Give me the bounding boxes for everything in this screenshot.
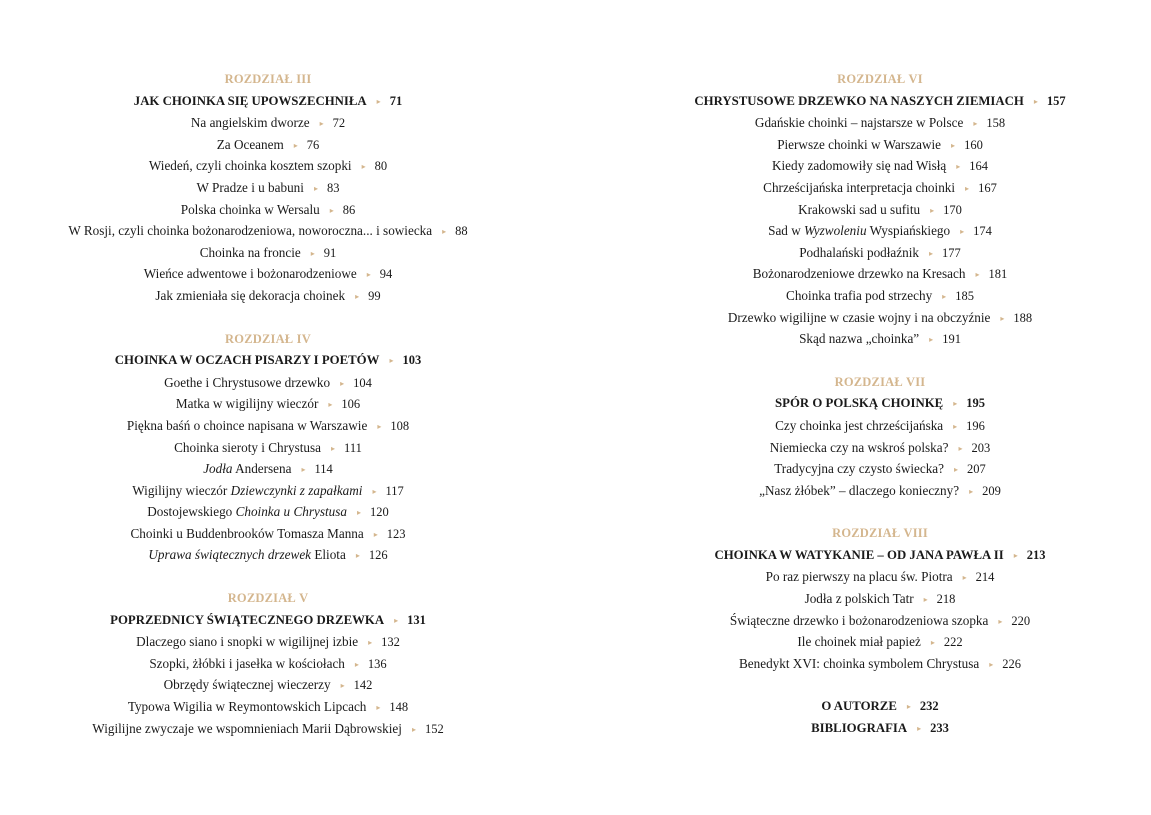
bullet-arrow-icon: ▸ xyxy=(377,421,382,431)
chapter-label: ROZDZIAŁ VII xyxy=(834,374,926,389)
page-number: 131 xyxy=(407,612,426,627)
entry-text: W Rosji, czyli choinka bożonarodzeniowa, noworoczna... i sowiecka xyxy=(68,223,433,239)
bullet-arrow-icon: ▸ xyxy=(310,248,315,258)
page-number: 80 xyxy=(374,159,388,174)
entry-text: Wieńce adwentowe i bożonarodzeniowe xyxy=(143,266,357,282)
bullet-arrow-icon: ▸ xyxy=(929,248,934,258)
page-number: 213 xyxy=(1026,547,1046,562)
entry-text: Pierwsze choinki w Warszawie xyxy=(777,136,942,152)
chapter-title-entry[interactable] xyxy=(660,91,1100,113)
toc-entry[interactable] xyxy=(660,155,1100,177)
page-number: 195 xyxy=(966,396,985,411)
entry-text: Sad w xyxy=(768,223,805,239)
entry-text: Piękna baśń o choince napisana w Warszawie xyxy=(126,417,368,433)
bullet-arrow-icon: ▸ xyxy=(942,291,947,301)
bullet-arrow-icon: ▸ xyxy=(969,486,974,496)
page-number: 83 xyxy=(326,180,340,195)
entry-text: Bożonarodzeniowe drzewko na Kresach xyxy=(752,266,966,282)
toc-entry[interactable] xyxy=(660,415,1100,437)
entry-text: Szopki, żłóbki i jasełka w kościołach xyxy=(149,655,345,671)
toc-entry[interactable] xyxy=(48,220,488,242)
bullet-arrow-icon: ▸ xyxy=(355,291,360,301)
page-number: 174 xyxy=(973,224,992,239)
chapter-block xyxy=(660,523,1100,674)
page-number: 126 xyxy=(368,548,388,563)
entry-text: Wigilijne zwyczaje we wspomnieniach Marii Dąbrowskiej xyxy=(92,720,402,736)
chapter-title: CHOINKA W OCZACH PISARZY I POETÓW xyxy=(114,353,380,368)
page-number: 220 xyxy=(1011,613,1031,628)
page-number: 120 xyxy=(369,505,389,520)
toc-entry[interactable] xyxy=(48,112,488,134)
entry-text: Drzewko wigilijne w czasie wojny i na obczyźnie xyxy=(727,309,991,325)
bullet-arrow-icon: ▸ xyxy=(376,703,381,713)
bullet-arrow-icon: ▸ xyxy=(1000,313,1005,323)
entry-text: Choinki u Buddenbrooków Tomasza Manna xyxy=(130,525,364,541)
entry-text: Matka w wigilijny wieczór xyxy=(175,396,319,412)
page-number: 132 xyxy=(381,635,400,650)
toc-entry[interactable] xyxy=(48,393,488,415)
chapter-label: ROZDZIAŁ VI xyxy=(837,72,923,86)
page-number: 207 xyxy=(967,462,986,477)
page-number: 72 xyxy=(332,116,346,131)
bullet-arrow-icon: ▸ xyxy=(293,140,298,150)
bullet-arrow-icon: ▸ xyxy=(442,227,447,237)
page-number: 157 xyxy=(1046,93,1066,108)
bullet-arrow-icon: ▸ xyxy=(962,573,967,583)
entry-text: Andersena xyxy=(232,461,292,477)
toc-entry[interactable] xyxy=(48,631,488,653)
bullet-arrow-icon: ▸ xyxy=(930,205,935,215)
bullet-arrow-icon: ▸ xyxy=(372,486,377,496)
toc-entry[interactable] xyxy=(660,177,1100,199)
page-number: 99 xyxy=(368,288,381,303)
page-number: 188 xyxy=(1013,310,1033,325)
toc-entry[interactable] xyxy=(48,458,488,480)
entry-text: Na angielskim dworze xyxy=(190,115,310,131)
bullet-arrow-icon: ▸ xyxy=(328,400,333,410)
bullet-arrow-icon: ▸ xyxy=(301,465,306,475)
chapter-block xyxy=(48,329,488,567)
page-number: 117 xyxy=(385,483,404,498)
bullet-arrow-icon: ▸ xyxy=(366,270,371,280)
toc-entry[interactable] xyxy=(48,134,488,156)
toc-entry[interactable] xyxy=(660,653,1100,675)
entry-text: Niemiecka czy na wskroś polska? xyxy=(769,439,949,455)
toc-entry[interactable] xyxy=(660,610,1100,632)
bullet-arrow-icon: ▸ xyxy=(394,615,399,625)
toc-entry[interactable] xyxy=(660,134,1100,156)
page-number: 177 xyxy=(942,245,961,260)
entry-text: Kiedy zadomowiły się nad Wisłą xyxy=(771,158,947,174)
toc-entry[interactable] xyxy=(660,458,1100,480)
bullet-arrow-icon: ▸ xyxy=(953,399,958,409)
chapter-block xyxy=(48,69,488,307)
entry-text: Za Oceanem xyxy=(216,136,284,152)
entry-text: Wyzwoleniu xyxy=(804,223,867,239)
chapter-label: ROZDZIAŁ IV xyxy=(225,331,311,346)
chapter-title-entry[interactable] xyxy=(48,610,488,632)
bullet-arrow-icon: ▸ xyxy=(956,162,961,172)
page-number: 185 xyxy=(955,288,974,303)
bullet-arrow-icon: ▸ xyxy=(1033,96,1038,106)
entry-text: Uprawa świątecznych drzewek xyxy=(148,547,312,563)
bullet-arrow-icon: ▸ xyxy=(929,335,934,345)
toc-entry[interactable] xyxy=(48,674,488,696)
chapter-label: ROZDZIAŁ V xyxy=(227,591,309,606)
page-number: 222 xyxy=(943,635,963,650)
chapter-label: ROZDZIAŁ III xyxy=(224,72,312,86)
bullet-arrow-icon: ▸ xyxy=(313,183,318,193)
toc-entry[interactable] xyxy=(660,112,1100,134)
chapter-label: ROZDZIAŁ VIII xyxy=(832,526,928,541)
entry-text: Typowa Wigilia w Reymontowskich Lipcach xyxy=(127,699,367,715)
entry-text: Choinka sieroty i Chrystusa xyxy=(174,439,322,455)
bullet-arrow-icon: ▸ xyxy=(356,508,361,518)
page-number: 209 xyxy=(982,483,1001,498)
bullet-arrow-icon: ▸ xyxy=(355,551,360,561)
page-number: 91 xyxy=(323,245,337,260)
bullet-arrow-icon: ▸ xyxy=(958,443,963,453)
bullet-arrow-icon: ▸ xyxy=(319,119,324,129)
toc-entry[interactable] xyxy=(660,588,1100,610)
page-number: 148 xyxy=(389,700,409,715)
bullet-arrow-icon: ▸ xyxy=(975,270,980,280)
toc-entry[interactable] xyxy=(660,285,1100,307)
chapter-block xyxy=(660,69,1100,350)
entry-text: Wiedeń, czyli choinka kosztem szopki xyxy=(148,158,352,174)
bullet-arrow-icon: ▸ xyxy=(930,638,935,648)
toc-entry[interactable] xyxy=(48,199,488,221)
entry-text: Jodła z polskich Tatr xyxy=(804,591,914,607)
page-number: 108 xyxy=(390,418,410,433)
entry-text: Po raz pierwszy na placu św. Piotra xyxy=(765,569,953,585)
bullet-arrow-icon: ▸ xyxy=(923,595,928,605)
entry-text: Dostojewskiego xyxy=(147,504,236,520)
entry-text: Eliota xyxy=(311,547,346,563)
toc-entry[interactable] xyxy=(660,480,1100,502)
toc-entry[interactable] xyxy=(48,523,488,545)
toc-entry[interactable] xyxy=(660,199,1100,221)
entry-text: Dziewczynki z zapałkami xyxy=(230,482,363,498)
page-number: 214 xyxy=(975,570,995,585)
toc-entry[interactable] xyxy=(48,155,488,177)
bullet-arrow-icon: ▸ xyxy=(965,183,970,193)
page-number: 104 xyxy=(353,375,372,390)
page-number: 233 xyxy=(930,721,949,736)
entry-text: Dlaczego siano i snopki w wigilijnej izbie xyxy=(136,634,359,650)
toc-entry[interactable] xyxy=(48,242,488,264)
entry-text: Benedykt XVI: choinka symbolem Chrystusa xyxy=(738,655,980,671)
bullet-arrow-icon: ▸ xyxy=(954,465,959,475)
chapter-title-entry[interactable] xyxy=(660,545,1100,567)
bullet-arrow-icon: ▸ xyxy=(368,638,373,648)
chapter-title: POPRZEDNICY ŚWIĄTECZNEGO DRZEWKA xyxy=(110,612,385,627)
page-number: 114 xyxy=(314,462,333,477)
toc-entry[interactable] xyxy=(660,263,1100,285)
toc-entry[interactable] xyxy=(48,285,488,307)
toc-entry[interactable] xyxy=(660,220,1100,242)
entry-text: Goethe i Chrystusowe drzewko xyxy=(164,374,331,390)
bullet-arrow-icon: ▸ xyxy=(917,724,922,734)
entry-text: „Nasz żłóbek” – dlaczego konieczny? xyxy=(759,482,960,498)
bullet-arrow-icon: ▸ xyxy=(329,205,334,215)
page-number: 136 xyxy=(367,656,387,671)
back-matter xyxy=(660,696,1100,739)
bullet-arrow-icon: ▸ xyxy=(906,702,911,712)
toc-entry[interactable] xyxy=(660,566,1100,588)
bullet-arrow-icon: ▸ xyxy=(331,443,336,453)
page-number: 71 xyxy=(389,93,403,108)
page-number: 94 xyxy=(379,267,393,282)
entry-text: Tradycyjna czy czysto świecka? xyxy=(774,461,945,477)
bullet-arrow-icon: ▸ xyxy=(376,96,381,106)
page-number: 167 xyxy=(978,180,997,195)
toc-entry[interactable] xyxy=(660,631,1100,653)
page-number: 152 xyxy=(424,721,444,736)
toc-entry[interactable] xyxy=(48,415,488,437)
page-number: 158 xyxy=(986,116,1006,131)
page-number: 218 xyxy=(936,592,956,607)
entry-text: Jodła xyxy=(203,461,233,477)
entry-text: Skąd nazwa „choinka” xyxy=(799,331,920,347)
toc-entry[interactable] xyxy=(660,437,1100,459)
page-number: 203 xyxy=(971,440,991,455)
page-number: 181 xyxy=(988,267,1008,282)
chapter-block xyxy=(48,588,488,739)
bullet-arrow-icon: ▸ xyxy=(953,421,958,431)
toc-entry[interactable] xyxy=(48,372,488,394)
toc-entry[interactable] xyxy=(48,501,488,523)
entry-text: Czy choinka jest chrześcijańska xyxy=(775,417,944,433)
entry-text: Obrzędy świątecznej wieczerzy xyxy=(163,677,331,693)
entry-text: Świąteczne drzewko i bożonarodzeniowa szopka xyxy=(729,612,989,628)
entry-text: Krakowski sad u sufitu xyxy=(798,201,921,217)
bullet-arrow-icon: ▸ xyxy=(354,659,359,669)
left-page xyxy=(48,69,488,761)
entry-text: Gdańskie choinki – najstarsze w Polsce xyxy=(754,115,964,131)
toc-entry[interactable] xyxy=(48,263,488,285)
bullet-arrow-icon: ▸ xyxy=(989,659,994,669)
page-number: 86 xyxy=(342,202,356,217)
entry-text: Wyspiańskiego xyxy=(866,223,951,239)
entry-text: Wigilijny wieczór xyxy=(132,482,231,498)
page-number: 160 xyxy=(964,137,983,152)
page-number: 88 xyxy=(455,224,468,239)
page-number: 123 xyxy=(386,526,406,541)
bullet-arrow-icon: ▸ xyxy=(1013,550,1018,560)
bullet-arrow-icon: ▸ xyxy=(998,616,1003,626)
right-page xyxy=(660,69,1100,740)
toc-entry[interactable] xyxy=(660,307,1100,329)
bullet-arrow-icon: ▸ xyxy=(973,119,978,129)
toc-entry[interactable] xyxy=(48,177,488,199)
bullet-arrow-icon: ▸ xyxy=(389,356,394,366)
chapter-title: CHRYSTUSOWE DRZEWKO NA NASZYCH ZIEMIACH xyxy=(694,93,1024,108)
bullet-arrow-icon: ▸ xyxy=(373,529,378,539)
page-number: 111 xyxy=(344,440,362,455)
chapter-title: SPÓR O POLSKĄ CHOINKĘ xyxy=(775,396,944,411)
entry-text: W Pradze i u babuni xyxy=(196,179,304,195)
chapter-title-entry[interactable] xyxy=(48,350,488,372)
page-number: 170 xyxy=(943,202,962,217)
page-number: 226 xyxy=(1002,656,1022,671)
back-matter-title: O AUTORZE xyxy=(821,699,897,714)
toc-entry[interactable] xyxy=(48,653,488,675)
toc-entry[interactable] xyxy=(48,718,488,740)
back-matter-title: BIBLIOGRAFIA xyxy=(811,721,908,736)
page-number: 142 xyxy=(353,678,373,693)
entry-text: Ile choinek miał papież xyxy=(797,634,921,650)
page-number: 103 xyxy=(402,353,422,368)
page-number: 76 xyxy=(306,137,320,152)
bullet-arrow-icon: ▸ xyxy=(361,162,366,172)
page-number: 191 xyxy=(942,332,961,347)
chapter-title: CHOINKA W WATYKANIE – OD JANA PAWŁA II xyxy=(714,547,1004,562)
back-matter-entry[interactable] xyxy=(660,718,1100,740)
page-number: 106 xyxy=(341,397,361,412)
toc-entry[interactable] xyxy=(660,328,1100,350)
toc-entry[interactable] xyxy=(48,696,488,718)
toc-entry[interactable] xyxy=(660,242,1100,264)
entry-text: Chrześcijańska interpretacja choinki xyxy=(763,179,956,195)
chapter-title-entry[interactable] xyxy=(48,91,488,113)
toc-entry[interactable] xyxy=(48,437,488,459)
entry-text: Polska choinka w Wersalu xyxy=(180,201,320,217)
page-number: 232 xyxy=(919,699,939,714)
toc-entry[interactable] xyxy=(48,544,488,566)
entry-text: Choinka na froncie xyxy=(199,244,301,260)
chapter-block xyxy=(660,372,1100,502)
chapter-title: JAK CHOINKA SIĘ UPOWSZECHNIŁA xyxy=(133,93,367,108)
chapter-title-entry[interactable] xyxy=(660,393,1100,415)
bullet-arrow-icon: ▸ xyxy=(960,227,965,237)
back-matter-entry[interactable] xyxy=(660,696,1100,718)
page-number: 196 xyxy=(966,418,985,433)
bullet-arrow-icon: ▸ xyxy=(951,140,956,150)
entry-text: Choinka u Chrystusa xyxy=(235,504,347,520)
toc-entry[interactable] xyxy=(48,480,488,502)
page-number: 164 xyxy=(969,159,989,174)
entry-text: Podhalański podłaźnik xyxy=(799,244,919,260)
bullet-arrow-icon: ▸ xyxy=(340,681,345,691)
entry-text: Choinka trafia pod strzechy xyxy=(786,287,933,303)
bullet-arrow-icon: ▸ xyxy=(340,378,345,388)
bullet-arrow-icon: ▸ xyxy=(411,724,416,734)
entry-text: Jak zmieniała się dekoracja choinek xyxy=(155,287,346,303)
